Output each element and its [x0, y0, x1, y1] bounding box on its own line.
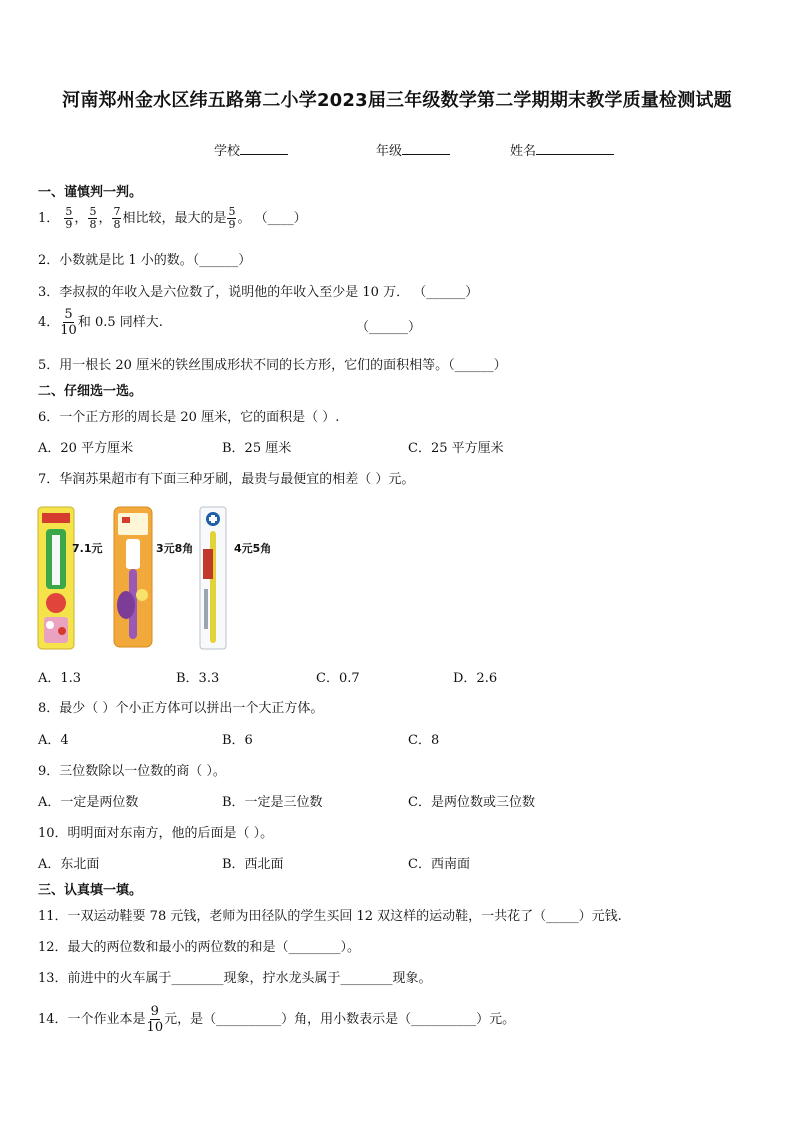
question-8: 8．最少（ ）个小正方体可以拼出一个大正方体。: [38, 701, 324, 716]
school-field: [214, 140, 288, 159]
grade-label: 年级: [376, 144, 403, 159]
option-c: C．是两位数或三位数: [408, 795, 535, 810]
fraction: $\frac{5}{10}$: [60, 307, 77, 338]
option-b: B．西北面: [222, 857, 284, 872]
option-c: C．0.7: [316, 671, 360, 686]
question-11: 11．一双运动鞋要 78 元钱，老师为田径队的学生买回 12 双这样的运动鞋，一共花了（_____）元钱.: [38, 909, 622, 924]
option-a: A．1.3: [38, 671, 82, 686]
question-2: 2．小数就是比 1 小的数。（______）: [38, 253, 252, 268]
price-label-2: 3元8角: [156, 542, 194, 555]
question-13: 13．前进中的火车属于________现象，拧水龙头属于________现象。: [38, 971, 432, 986]
question-14: 14．一个作业本是 $\frac{9}{10}$ 元，是（__________）角，用小数表示是（__________）元。: [38, 1004, 516, 1035]
toothbrush-1-image: [36, 505, 76, 651]
question-6: 6．一个正方形的周长是 20 厘米，它的面积是（ ）.: [38, 410, 340, 425]
option-c: C．8: [408, 733, 440, 748]
question-1: 1． $\frac{5}{9}$ ， $\frac{5}{8}$ ， $\frac{7}{8}$ 相比较，最大的是 $\frac{5}{9}$ 。 （____）: [38, 205, 307, 231]
option-a: A．东北面: [38, 857, 100, 872]
option-b: B．6: [222, 733, 253, 748]
name-field: [510, 140, 614, 159]
question-5: 5．用一根长 20 厘米的铁丝围成形状不同的长方形，它们的面积相等。（______）: [38, 358, 507, 373]
option-b: B．一定是三位数: [222, 795, 323, 810]
question-9: 9．三位数除以一位数的商（ ）。: [38, 764, 226, 779]
section-1-heading: 一、谨慎判一判。: [38, 185, 143, 200]
grade-blank: [402, 141, 450, 155]
fraction: $\frac{5}{8}$: [89, 205, 97, 231]
fraction: $\frac{5}{9}$: [228, 205, 236, 231]
question-4: 4． $\frac{5}{10}$ 和 0.5 同样大.: [38, 307, 163, 338]
name-blank: [536, 141, 614, 155]
price-label-3: 4元5角: [234, 542, 272, 555]
option-b: B．3.3: [176, 671, 220, 686]
option-a: A．20 平方厘米: [38, 441, 134, 456]
fraction: $\frac{7}{8}$: [113, 205, 121, 231]
option-d: D．2.6: [453, 671, 498, 686]
option-a: A．一定是两位数: [38, 795, 139, 810]
question-10: 10．明明面对东南方，他的后面是（ ）。: [38, 826, 274, 841]
name-label: 姓名: [510, 144, 537, 159]
option-b: B．25 厘米: [222, 441, 292, 456]
toothbrush-2-image: [112, 505, 154, 649]
school-label: 学校: [214, 144, 241, 159]
grade-field: [376, 140, 450, 159]
section-3-heading: 三、认真填一填。: [38, 883, 143, 898]
option-c: C．25 平方厘米: [408, 441, 504, 456]
fraction: $\frac{5}{9}$: [65, 205, 73, 231]
page-title: 河南郑州金水区纬五路第二小学2023届三年级数学第二学期期末教学质量检测试题: [62, 90, 732, 111]
question-7: 7．华润苏果超市有下面三种牙刷，最贵与最便宜的相差（ ）元。: [38, 472, 415, 487]
question-12: 12．最大的两位数和最小的两位数的和是（________）。: [38, 940, 361, 955]
price-label-1: 7.1元: [72, 542, 103, 555]
question-4-blank: （______）: [356, 320, 422, 335]
question-3: 3．李叔叔的年收入是六位数了，说明他的年收入至少是 10 万． （______）: [38, 285, 479, 300]
school-blank: [240, 141, 288, 155]
option-c: C．西南面: [408, 857, 470, 872]
toothbrush-3-image: [198, 505, 228, 651]
option-a: A．4: [38, 733, 69, 748]
section-2-heading: 二、仔细选一选。: [38, 384, 143, 399]
fraction: $\frac{9}{10}$: [146, 1004, 164, 1035]
